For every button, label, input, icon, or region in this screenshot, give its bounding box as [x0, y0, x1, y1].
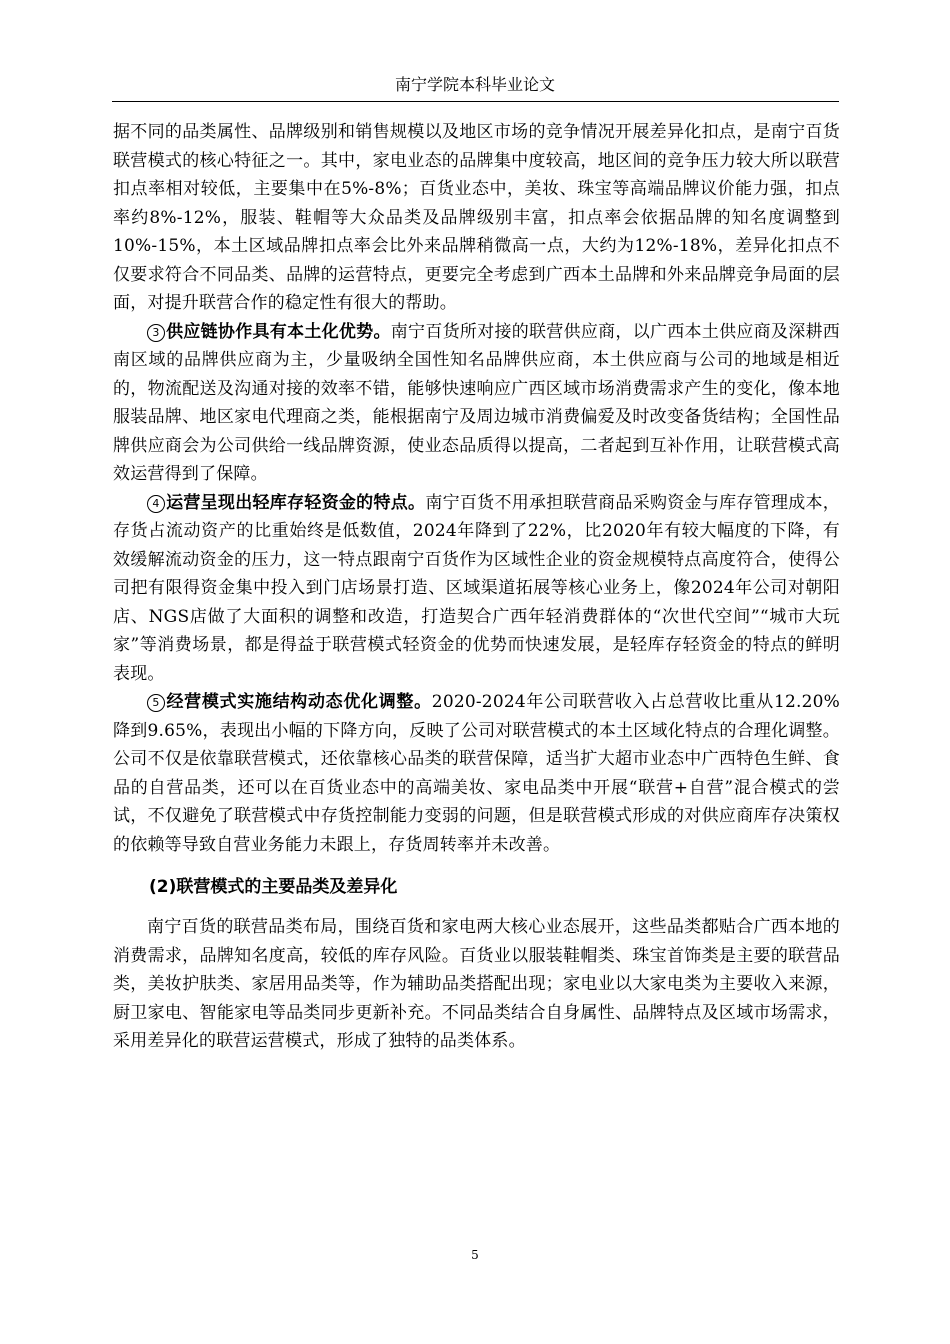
paragraph-structure-optimization [113, 688, 840, 859]
paragraph-differentiated-commission: 据不同的品类属性、品牌级别和销售规模以及地区市场的竞争情况开展差异化扣点，是南宁百货联营模式的核心特征之一。其中，家电业态的品牌集中度较高，地区间的竞争压力较大所以联营扣点率相对较低，主要集中在5%-8%；百货业态中，美妆、珠宝等高端品牌议价能力强，扣点率约8%-12%，服装、鞋帽等大众品类及品牌级别丰富，扣点率会依据品牌的知名度调整到10%-15%，本土区域品牌扣点率会比外来品牌稍微高一点，大约为12%-18%，差异化扣点不仅要求符合不同品类、品牌的运营特点，更要完全考虑到广西本土品牌和外来品牌竞争局面的层面，对提升联营合作的稳定性有很大的帮助。 [113, 122, 840, 313]
body-text [113, 118, 840, 1056]
header-divider [112, 101, 839, 102]
page-number: 5 [471, 1248, 479, 1262]
running-header-title: 南宁学院本科毕业论文 [394, 75, 555, 94]
circled-number-4: 4 [147, 495, 165, 513]
paragraph-text-supply-chain: 南宁百货所对接的联营供应商，以广西本土供应商及深耕西南区域的品牌供应商为主，少量吸纳全国性知名品牌供应商，本土供应商与公司的地域是相近的，物流配送及沟通对接的效率不错，能够快速响应广西区域市场消费需求产生的变化，像本地服装品牌、地区家电代理商之类，能根据南宁及周边城市消费偏爱及时改变备货结构；全国性品牌供应商会为公司供给一线品牌资源，使业态品质得以提高，二者起到互补作用，让联营模式高效运营得到了保障。 [113, 321, 840, 484]
circled-number-5: 5 [147, 694, 165, 712]
paragraph-lead-supply-chain: 供应链协作具有本土化优势。 [166, 321, 391, 342]
paragraph-light-inventory [113, 489, 840, 689]
paragraph-lead-light-inventory: 运营呈现出轻库存轻资金的特点。 [166, 492, 426, 513]
paragraph-supply-chain [113, 318, 840, 489]
circled-number-3: 3 [147, 324, 165, 342]
paragraph-text-structure-optimization: 2020-2024年公司联营收入占总营收比重从12.20%降到9.65%，表现出小幅的下降方向，反映了公司对联营模式的本土区域化特点的合理化调整。公司不仅是依靠联营模式，还依靠核心品类的联营保障，适当扩大超市业态中广西特色生鲜、食品的自营品类，还可以在百货业态中的高端美妆、家电品类中开展“联营+自营”混合模式的尝试，不仅避免了联营模式中存货控制能力变弱的问题，但是联营模式形成的对供应商库存决策权的依赖等导致自营业务能力未跟上，存货周转率并未改善。 [113, 692, 840, 855]
paragraph-category-layout: 南宁百货的联营品类布局，围绕百货和家电两大核心业态展开，这些品类都贴合广西本地的消费需求，品牌知名度高，较低的库存风险。百货业以服装鞋帽类、珠宝首饰类是主要的联营品类，美妆护肤类、家居用品类等，作为辅助品类搭配出现；家电业以大家电类为主要收入来源，厨卫家电、智能家电等品类同步更新补充。不同品类结合自身属性、品牌特点及区域市场需求，采用差异化的联营运营模式，形成了独特的品类体系。 [113, 917, 840, 1051]
paragraph-text-light-inventory: 南宁百货不用承担联营商品采购资金与库存管理成本，存货占流动资产的比重始终是低数值，2024年降到了22%，比2020年有较大幅度的下降，有效缓解流动资金的压力，这一特点跟南宁百货作为区域性企业的资金规模特点高度符合，使得公司把有限得资金集中投入到门店场景打造、区域渠道拓展等核心业务上，像2024年公司对朝阳店、NGS店做了大面积的调整和改造，打造契合广西年轻消费群体的“次世代空间”“城市大玩家”等消费场景，都是得益于联营模式轻资金的优势而快速发展，是轻库存轻资金的特点的鲜明表现。 [113, 492, 840, 684]
section-heading: (2)联营模式的主要品类及差异化 [149, 877, 398, 897]
paragraph-lead-structure-optimization: 经营模式实施结构动态优化调整。 [166, 692, 432, 712]
